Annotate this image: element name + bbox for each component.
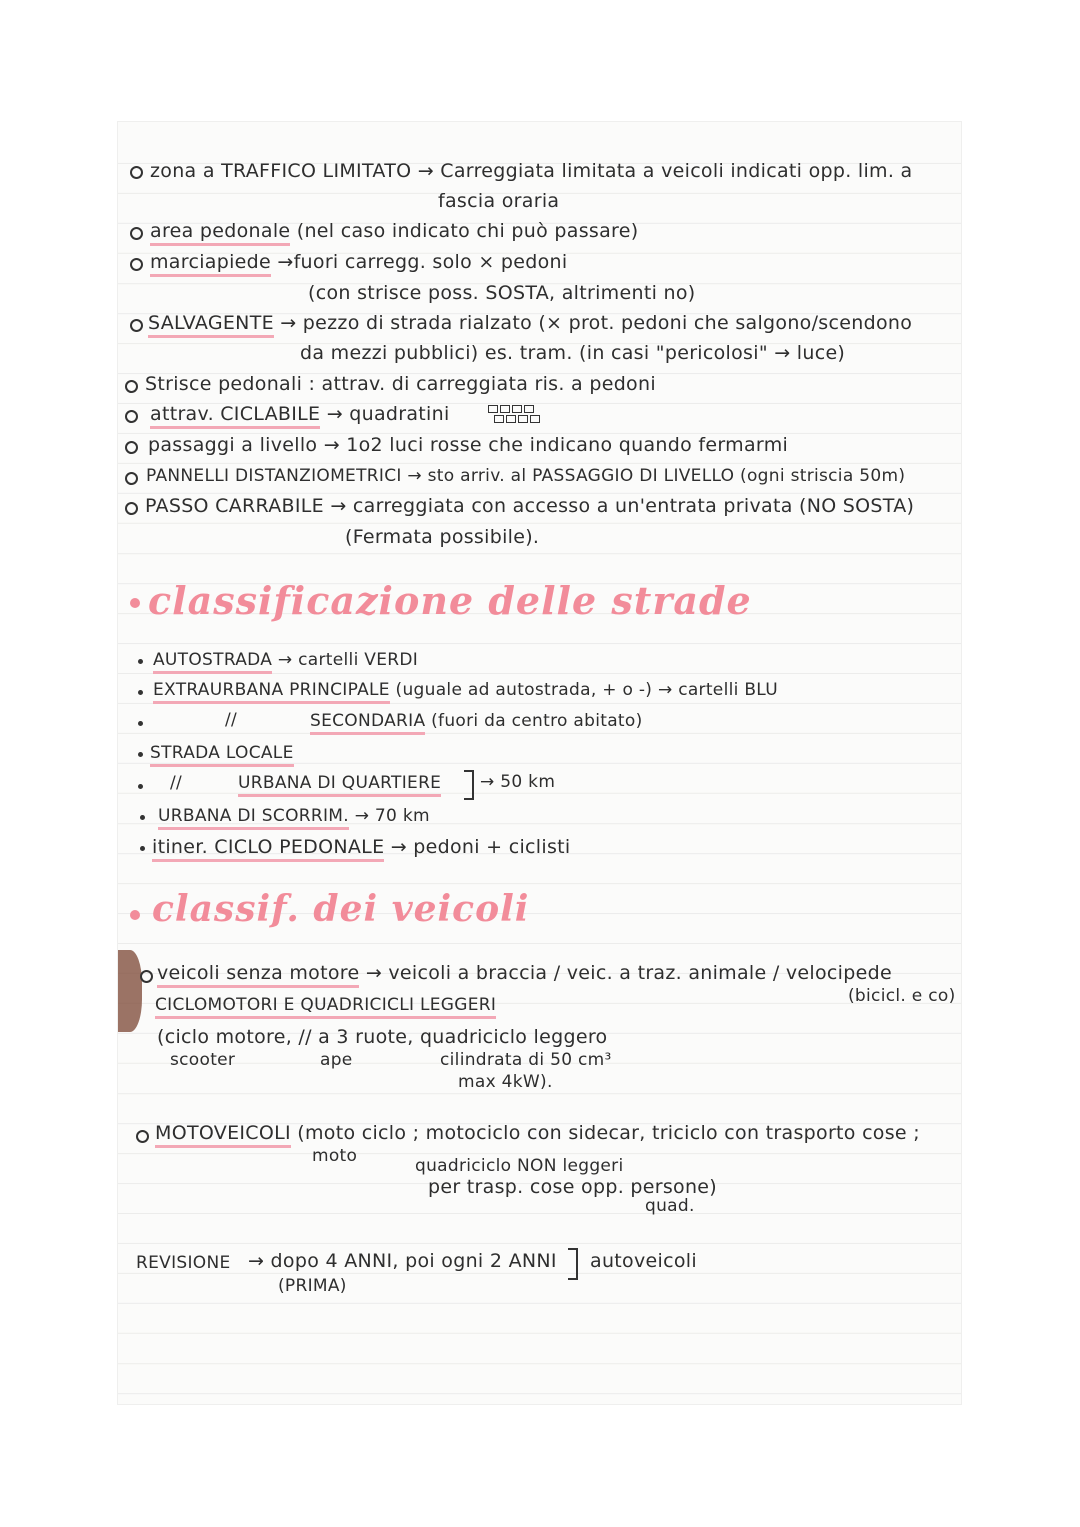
vehicle-sub: quadriciclo NON leggeri (415, 1156, 624, 1176)
revisione-label: REVISIONE (136, 1253, 231, 1273)
note-body: → quadratini (326, 403, 450, 425)
note-body: : attrav. di carreggiata ris. a pedoni (308, 373, 656, 395)
road-label: AUTOSTRADA (153, 650, 272, 674)
heading-bullet (130, 910, 140, 920)
note-head: PASSO CARRABILE (145, 495, 324, 517)
thumb-shadow (118, 950, 142, 1032)
vehicle-sub: moto (312, 1146, 358, 1166)
road-label: SECONDARIA (310, 711, 425, 735)
road-label: itiner. CICLO PEDONALE (152, 836, 384, 862)
bullet-dot (138, 659, 143, 664)
vehicle-sub: scooter (170, 1050, 236, 1070)
bullet-ring (140, 970, 153, 983)
bullet-ring (125, 410, 138, 423)
vehicle-head (155, 995, 496, 1015)
bullet-ring (136, 1130, 149, 1143)
note-head: SALVAGENTE (148, 312, 274, 338)
note-line (146, 466, 905, 486)
note-body: → 1o2 luci rosse che indicano quando fermarmi (323, 434, 789, 456)
road-ditto: // (170, 773, 183, 793)
note-body: → sto arriv. al PASSAGGIO DI LIVELLO (ogni striscia 50m) (407, 466, 906, 486)
road-label: URBANA DI SCORRIM. (158, 806, 349, 830)
bullet-ring (125, 472, 138, 485)
road-label: EXTRAURBANA PRINCIPALE (153, 680, 390, 704)
vehicle-line: (ciclo motore, // a 3 ruote, quadriciclo leggero (157, 1026, 608, 1048)
note-body: (nel caso indicato chi può passare) (296, 220, 639, 242)
bracket (568, 1248, 578, 1280)
note-cont: (Fermata possibile). (345, 526, 540, 548)
note-line (148, 312, 912, 334)
revisione-prima: (PRIMA) (278, 1276, 347, 1296)
ciclomotori-label: CICLOMOTORI E QUADRICICLI LEGGERI (155, 995, 496, 1019)
bullet-ring (130, 166, 143, 179)
road-rest: → pedoni + ciclisti (390, 836, 571, 858)
note-head: Strisce pedonali (145, 373, 303, 395)
road-line (153, 680, 778, 700)
road-line (238, 773, 441, 793)
bullet-ring (130, 258, 143, 271)
heading-classif-veicoli: classif. dei veicoli (152, 888, 530, 930)
vehicle-sub: ape (320, 1050, 353, 1070)
road-line (150, 743, 294, 763)
vehicle-head: veicoli senza motore (157, 962, 359, 988)
note-head: PANNELLI DISTANZIOMETRICI (146, 466, 402, 486)
bullet-dot (138, 784, 143, 789)
heading-classificazione-strade: classificazione delle strade (148, 578, 752, 623)
road-line (158, 806, 430, 826)
road-label: URBANA DI QUARTIERE (238, 773, 441, 797)
note-line (145, 495, 914, 517)
road-rest: (uguale ad autostrada, + o -) → cartelli BLU (395, 680, 778, 700)
bracket (464, 770, 474, 800)
note-cont: da mezzi pubblici) es. tram. (in casi "pericolosi" → luce) (300, 342, 846, 364)
vehicle-sub: cilindrata di 50 cm³ (440, 1050, 612, 1070)
road-line (152, 836, 571, 858)
vehicle-sub: quad. (645, 1196, 695, 1216)
vehicle-head: MOTOVEICOLI (155, 1122, 291, 1148)
note-line (150, 160, 913, 182)
note-head: marciapiede (150, 251, 271, 277)
heading-bullet (130, 598, 140, 608)
note-line (150, 220, 638, 242)
road-label: STRADA LOCALE (150, 743, 294, 767)
note-line (148, 434, 788, 456)
vehicle-body: → veicoli a braccia / veic. a traz. animale / velocipede (365, 962, 892, 984)
road-line (153, 650, 418, 670)
note-body: → pezzo di strada rialzato (× prot. pedoni che salgono/scendono (280, 312, 913, 334)
bullet-ring (125, 441, 138, 454)
bullet-ring (125, 380, 138, 393)
note-line (145, 373, 656, 395)
note-cont: fascia oraria (438, 190, 560, 212)
bullet-dot (138, 721, 143, 726)
vehicle-line (155, 1122, 920, 1144)
note-head: passaggi a livello (148, 434, 318, 456)
note-line (150, 403, 450, 425)
note-body: →fuori carregg. solo × pedoni (277, 251, 568, 273)
bullet-ring (125, 502, 138, 515)
bullet-ring (130, 319, 143, 332)
note-head: zona a TRAFFICO LIMITATO (150, 160, 412, 182)
road-rest: (fuori da centro abitato) (431, 711, 643, 731)
note-line (150, 251, 567, 273)
road-line (310, 711, 643, 731)
note-body: → carreggiata con accesso a un'entrata privata (NO SOSTA) (330, 495, 915, 517)
bullet-dot (140, 846, 145, 851)
note-body: → Carreggiata limitata a veicoli indicati opp. lim. a (417, 160, 913, 182)
bullet-dot (140, 815, 145, 820)
revisione-auto: autoveicoli (590, 1250, 697, 1272)
bullet-dot (138, 690, 143, 695)
road-rest: → 70 km (354, 806, 430, 826)
note-cont: (con strisce poss. SOSTA, altrimenti no) (308, 282, 696, 304)
vehicle-body: (moto ciclo ; motociclo con sidecar, triciclo con trasporto cose ; (297, 1122, 920, 1144)
vehicle-sub: per trasp. cose opp. persone) (428, 1176, 717, 1198)
vehicle-sub: max 4kW). (458, 1072, 553, 1092)
bullet-ring (130, 227, 143, 240)
road-ditto: // (225, 710, 238, 730)
vehicle-note: (bicicl. e co) (848, 986, 956, 1006)
road-rest: → cartelli VERDI (277, 650, 419, 670)
road-rest: → 50 km (480, 772, 556, 792)
note-head: attrav. CICLABILE (150, 403, 320, 429)
vehicle-line (157, 962, 892, 984)
note-head: area pedonale (150, 220, 290, 246)
bullet-dot (138, 752, 143, 757)
revisione-rest: → dopo 4 ANNI, poi ogni 2 ANNI (248, 1250, 557, 1272)
